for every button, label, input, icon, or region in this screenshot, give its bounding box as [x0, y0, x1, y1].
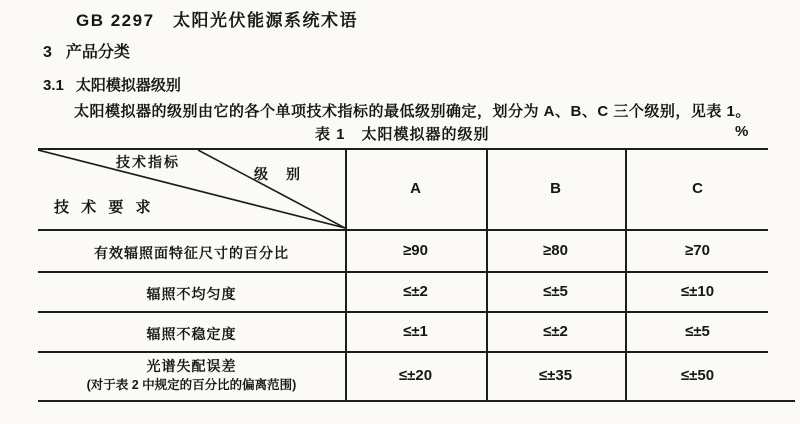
section-number: 3 [43, 44, 52, 61]
row-label: 辐照不稳定度 [146, 326, 237, 342]
cell-value: ≤±2 [543, 323, 568, 340]
cell-value: ≤±5 [685, 323, 710, 340]
cell-value: ≥70 [685, 242, 710, 259]
cell-value: ≥80 [543, 242, 568, 259]
row-label: 有效辐照面特征尺寸的百分比 [94, 245, 289, 261]
subsection-title: 太阳模拟器级别 [75, 77, 181, 94]
section-heading [43, 39, 130, 62]
body-paragraph: 太阳模拟器的级别由它的各个单项技术指标的最低级别确定，划分为 A、B、C 三个级别，见表 1。 [74, 103, 751, 120]
cell-value: ≤±10 [680, 283, 715, 300]
column-header-b: B [550, 180, 561, 197]
cell-value: ≤±2 [403, 283, 428, 300]
doc-header: GB 2297 太阳光伏能源系统术语 [76, 11, 359, 30]
header-diagonal-lines [38, 150, 345, 229]
cell-value: ≤±35 [538, 367, 573, 384]
cell-value: ≤±1 [403, 323, 428, 340]
column-header-a: A [410, 180, 421, 197]
column-header-c: C [692, 180, 703, 197]
unit-label: % [735, 123, 749, 140]
table-rule-row2-bottom [38, 311, 768, 313]
cell-value: ≤±20 [398, 367, 433, 384]
table-rule-row3-bottom [38, 351, 768, 353]
section-title: 产品分类 [65, 44, 130, 61]
table-rule-header-bottom [38, 229, 768, 231]
table-rule-bottom [38, 400, 795, 402]
corner-label-tech-indicator: 技术指标 [116, 154, 180, 170]
corner-label-tech-requirement: 技 术 要 求 [54, 199, 155, 216]
corner-label-grade: 级 别 [254, 166, 302, 182]
cell-value: ≤±50 [680, 367, 715, 384]
subsection-number: 3.1 [43, 77, 64, 94]
cell-value: ≤±5 [543, 283, 568, 300]
table-caption: 表 1 太阳模拟器的级别 [315, 126, 490, 143]
cell-value: ≥90 [403, 242, 428, 259]
subsection-heading [43, 74, 181, 95]
row-label: 光谱失配误差 [146, 358, 237, 374]
row-label: 辐照不均匀度 [146, 286, 237, 302]
row-label-note: (对于表 2 中规定的百分比的偏离范围) [86, 378, 297, 392]
table-rule-row1-bottom [38, 271, 768, 273]
